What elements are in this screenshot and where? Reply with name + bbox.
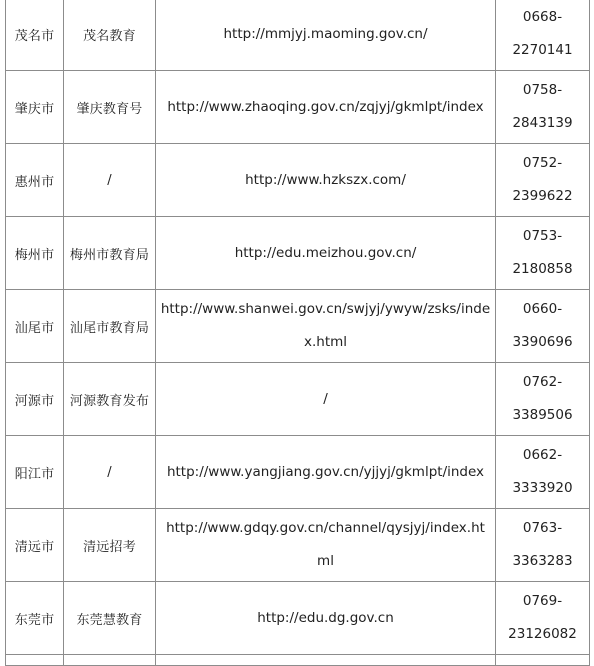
city-cell: 茂名市: [6, 0, 64, 71]
url-cell[interactable]: [156, 509, 496, 582]
table-row: [6, 436, 590, 509]
phone-cell: [496, 71, 590, 144]
phone-area-code: 0769-: [522, 593, 563, 609]
empty-cell: [64, 655, 156, 666]
contacts-table: [5, 0, 590, 666]
phone-number: 2843139: [512, 115, 573, 131]
phone-cell: [496, 582, 590, 655]
phone-number: 3363283: [512, 553, 573, 569]
empty-cell: [496, 655, 590, 666]
url-text[interactable]: http://edu.dg.gov.cn: [257, 609, 394, 626]
city-cell: 汕尾市: [6, 290, 64, 363]
account-cell: 清远招考: [64, 509, 156, 582]
phone-number: 3389506: [512, 407, 573, 423]
url-text[interactable]: http://mmjyj.maoming.gov.cn/: [223, 25, 428, 42]
account-cell: /: [64, 144, 156, 217]
url-cell[interactable]: [156, 217, 496, 290]
phone-number: 3333920: [512, 480, 573, 496]
phone-cell: [496, 436, 590, 509]
city-cell: 梅州市: [6, 217, 64, 290]
phone-area-code: 0753-: [522, 228, 563, 244]
phone-number: 2399622: [512, 188, 573, 204]
phone-number: 2270141: [512, 42, 573, 58]
table-row: [6, 582, 590, 655]
table-row-partial: [6, 655, 590, 666]
phone-number: 3390696: [512, 334, 573, 350]
phone-number: 23126082: [508, 626, 577, 642]
phone-cell: [496, 144, 590, 217]
url-text[interactable]: http://www.hzkszx.com/: [245, 171, 406, 188]
contacts-table-body: [6, 0, 590, 666]
table-row: [6, 290, 590, 363]
phone-area-code: 0660-: [522, 301, 563, 317]
table-row: [6, 363, 590, 436]
account-cell: /: [64, 436, 156, 509]
table-row: [6, 144, 590, 217]
phone-area-code: 0758-: [522, 82, 563, 98]
url-cell[interactable]: [156, 290, 496, 363]
phone-cell: [496, 0, 590, 71]
url-text-line-2[interactable]: ml: [317, 553, 334, 569]
url-text[interactable]: http://edu.meizhou.gov.cn/: [234, 244, 417, 261]
city-cell: 惠州市: [6, 144, 64, 217]
table-row: [6, 509, 590, 582]
empty-cell: [6, 655, 64, 666]
url-text-line-1[interactable]: http://www.shanwei.gov.cn/swjyj/ywyw/zsks/inde: [160, 301, 491, 317]
city-cell: 肇庆市: [6, 71, 64, 144]
empty-cell: [156, 655, 496, 666]
phone-area-code: 0762-: [522, 374, 563, 390]
phone-cell: [496, 363, 590, 436]
phone-cell: [496, 217, 590, 290]
url-text-line-1[interactable]: http://www.gdqy.gov.cn/channel/qysjyj/index.ht: [166, 520, 485, 536]
phone-number: 2180858: [512, 261, 573, 277]
city-cell: 东莞市: [6, 582, 64, 655]
city-cell: 阳江市: [6, 436, 64, 509]
url-text-line-2[interactable]: x.html: [303, 334, 348, 350]
phone-area-code: 0668-: [522, 9, 563, 25]
phone-cell: [496, 290, 590, 363]
table-row: [6, 71, 590, 144]
phone-area-code: 0752-: [522, 155, 563, 171]
account-cell: 汕尾市教育局: [64, 290, 156, 363]
phone-cell: [496, 509, 590, 582]
table-row: [6, 217, 590, 290]
city-cell: 河源市: [6, 363, 64, 436]
phone-area-code: 0662-: [522, 447, 563, 463]
table-row: [6, 0, 590, 71]
url-cell[interactable]: [156, 71, 496, 144]
account-cell: 肇庆教育号: [64, 71, 156, 144]
city-cell: 清远市: [6, 509, 64, 582]
url-cell: [156, 363, 496, 436]
phone-area-code: 0763-: [522, 520, 563, 536]
account-cell: 东莞慧教育: [64, 582, 156, 655]
url-text[interactable]: http://www.yangjiang.gov.cn/yjjyj/gkmlpt/index: [166, 463, 485, 480]
account-cell: 河源教育发布: [64, 363, 156, 436]
url-cell[interactable]: [156, 0, 496, 71]
url-cell[interactable]: [156, 436, 496, 509]
account-cell: 茂名教育: [64, 0, 156, 71]
url-cell[interactable]: [156, 144, 496, 217]
url-text: /: [323, 390, 328, 407]
account-cell: 梅州市教育局: [64, 217, 156, 290]
url-cell[interactable]: [156, 582, 496, 655]
url-text[interactable]: http://www.zhaoqing.gov.cn/zqjyj/gkmlpt/index: [167, 98, 484, 115]
